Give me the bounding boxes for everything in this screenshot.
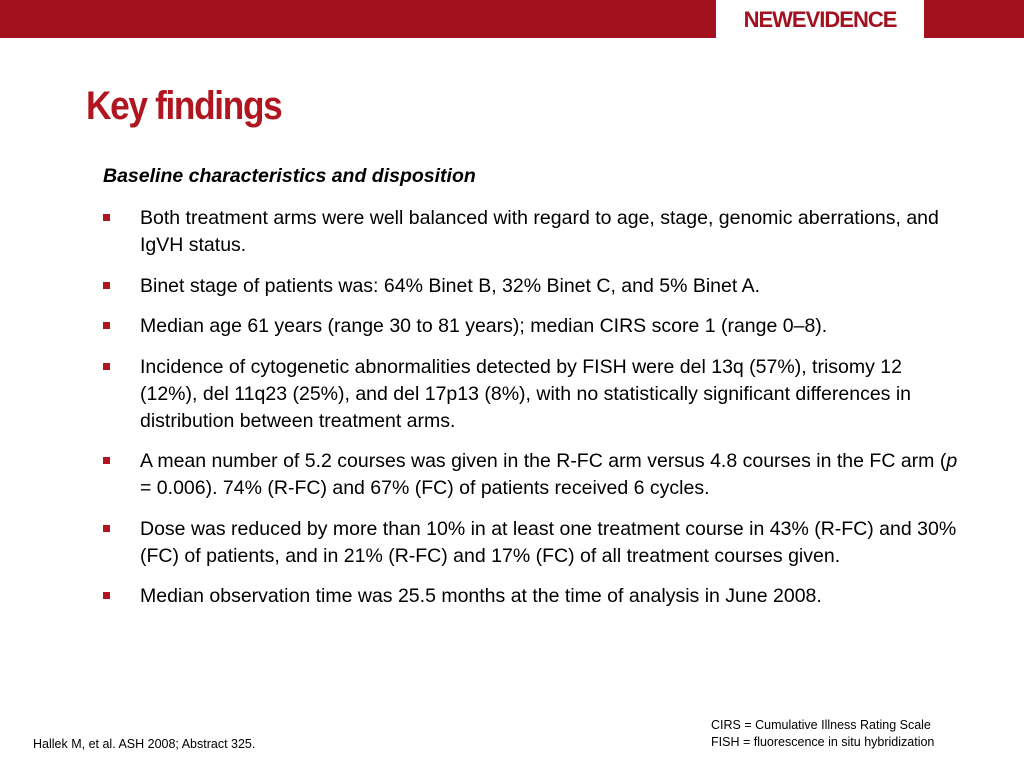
p-value-symbol: p — [946, 450, 958, 472]
square-bullet-icon — [103, 214, 110, 221]
abbreviation-cirs: CIRS = Cumulative Illness Rating Scale — [711, 718, 931, 732]
slide-title: Key findings — [86, 84, 282, 128]
square-bullet-icon — [103, 525, 110, 532]
logo-text: NEWEVIDENCE — [743, 7, 897, 32]
square-bullet-icon — [103, 592, 110, 599]
square-bullet-icon — [103, 322, 110, 329]
list-item — [103, 448, 963, 502]
list-item — [103, 273, 963, 300]
bullet-text: Median age 61 years (range 30 to 81 years); median CIRS score 1 (range 0–8). — [140, 315, 828, 337]
abbreviation-fish: FISH = fluorescence in situ hybridization — [711, 735, 935, 749]
bullet-text — [140, 448, 963, 502]
list-item — [103, 354, 963, 435]
list-item — [103, 583, 963, 610]
bullet-text: Binet stage of patients was: 64% Binet B, 32% Binet C, and 5% Binet A. — [140, 274, 761, 297]
list-item — [103, 516, 963, 570]
bullet-text: Median observation time was 25.5 months at the time of analysis in June 2008. — [140, 585, 822, 607]
bullet-text-before: A mean number of 5.2 courses was given in the R-FC arm versus 4.8 courses in the FC arm ( — [140, 450, 947, 472]
list-item — [103, 313, 963, 340]
bullet-text: Dose was reduced by more than 10% in at least one treatment course in 43% (R-FC) and 30% (FC) of patients, and in 21% (R-FC) and 17% (FC) of all treatment courses given. — [140, 517, 957, 567]
square-bullet-icon — [103, 457, 110, 464]
bullet-text: Incidence of cytogenetic abnormalities detected by FISH were del 13q (57%), trisomy 12 (12%), del 11q23 (25%), and del 17p13 (8%), with no statistically significant differences in distribution between treatment arms. — [140, 355, 912, 432]
bullet-text: Both treatment arms were well balanced with regard to age, stage, genomic aberrations, and IgVH status. — [140, 207, 939, 256]
brand-logo — [716, 0, 924, 38]
findings-list — [103, 205, 963, 624]
list-item — [103, 205, 963, 259]
square-bullet-icon — [103, 363, 110, 370]
bullet-text-after: = 0.006). 74% (R-FC) and 67% (FC) of patients received 6 cycles. — [140, 477, 710, 499]
abbreviations — [711, 717, 934, 751]
section-subtitle: Baseline characteristics and disposition — [103, 165, 476, 187]
square-bullet-icon — [103, 282, 110, 289]
citation: Hallek M, et al. ASH 2008; Abstract 325. — [33, 737, 256, 751]
